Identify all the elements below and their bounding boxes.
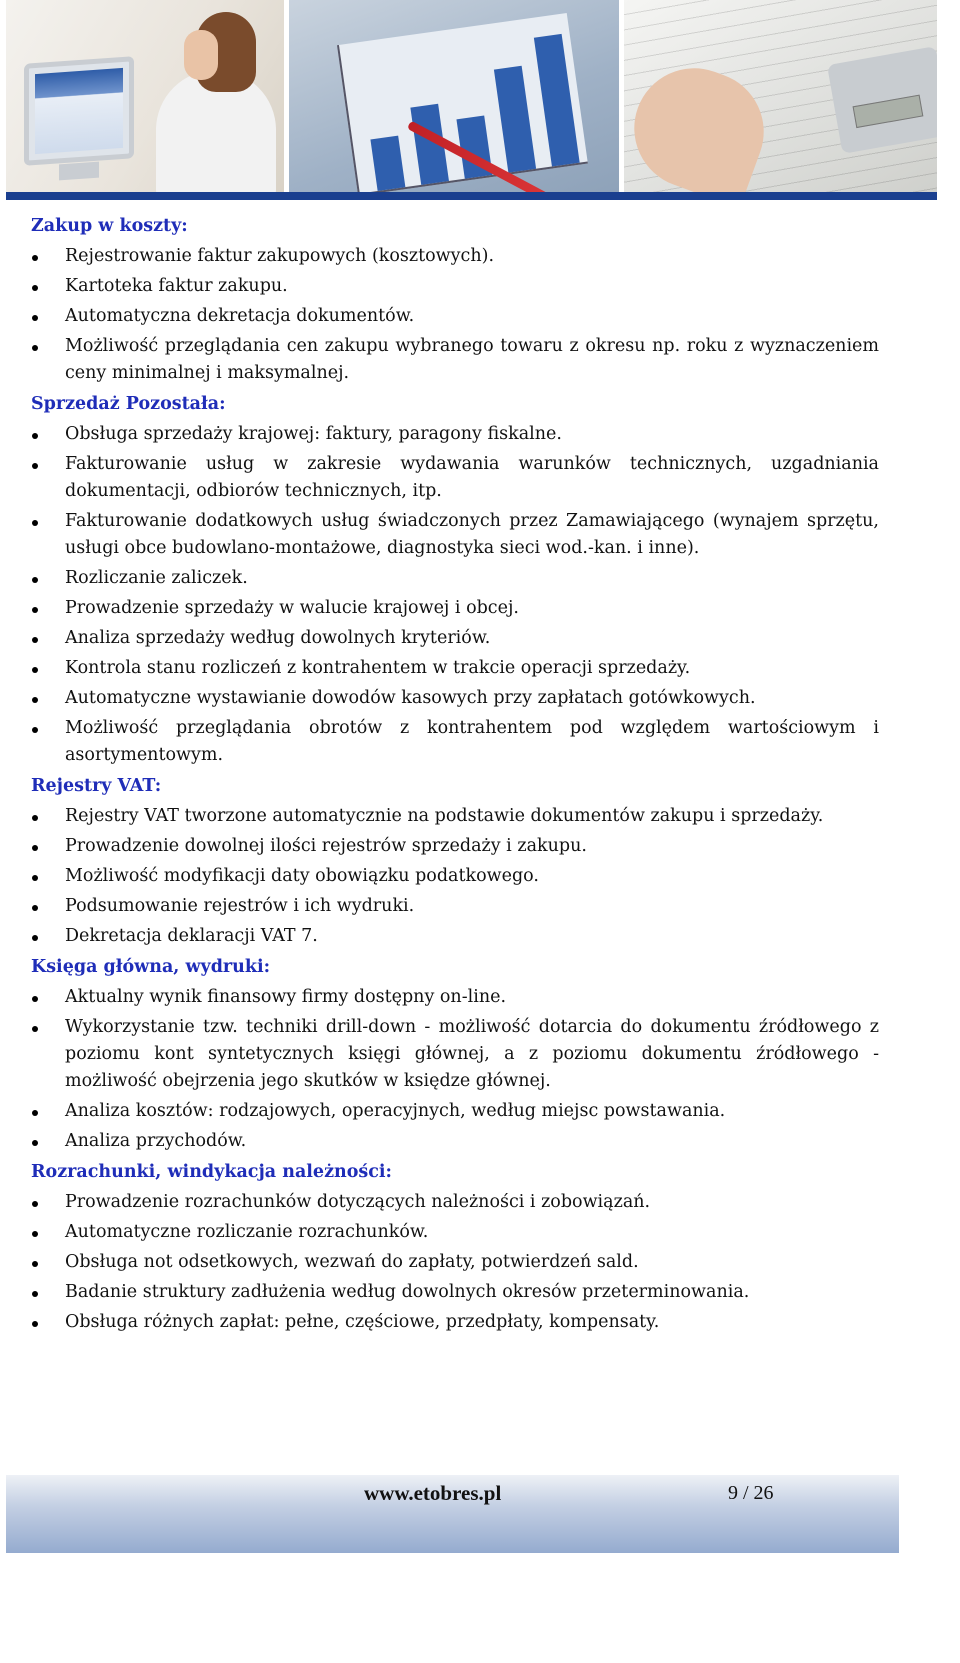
list-item (31, 893, 879, 920)
list-item-text: Automatyczna dekretacja dokumentów. (65, 306, 415, 326)
bullet-icon (32, 845, 38, 851)
list-item (31, 1279, 879, 1306)
list-item-text: Prowadzenie dowolnej ilości rejestrów sprzedaży i zakupu. (65, 836, 587, 856)
list-item (31, 333, 879, 387)
list-item-text: Automatyczne wystawianie dowodów kasowych przy zapłatach gotówkowych. (65, 688, 756, 708)
calculator-image (827, 46, 937, 154)
section-list-zakup (31, 243, 879, 387)
bullet-icon (32, 463, 38, 469)
section-list-sprzedaz (31, 421, 879, 769)
photo-bar (534, 34, 580, 167)
section-heading-ksiega: Księga główna, wydruki: (31, 957, 271, 977)
list-item (31, 984, 879, 1011)
bullet-icon (32, 935, 38, 941)
list-item (31, 923, 879, 950)
list-item-text: Kontrola stanu rozliczeń z kontrahentem w trakcie operacji sprzedaży. (65, 658, 691, 678)
list-item-text: Analiza sprzedaży według dowolnych kryteriów. (65, 628, 491, 648)
bullet-icon (32, 315, 38, 321)
list-item (31, 565, 879, 592)
list-item-text: Badanie struktury zadłużenia według dowolnych okresów przeterminowania. (65, 1282, 750, 1302)
list-item (31, 863, 879, 890)
list-item-text: Obsługa różnych zapłat: pełne, częściowe, przedpłaty, kompensaty. (65, 1312, 660, 1332)
website-link[interactable]: www.etobres.pl (364, 1481, 502, 1505)
bullet-icon (32, 996, 38, 1002)
bullet-icon (32, 637, 38, 643)
list-item (31, 595, 879, 622)
list-item-text: Automatyczne rozliczanie rozrachunków. (65, 1222, 429, 1242)
bar-chart-photo (289, 0, 619, 192)
bullet-icon (32, 345, 38, 351)
bullet-icon (32, 905, 38, 911)
list-item-text: Możliwość przeglądania obrotów z kontrahentem pod względem wartościowym i asortymentowym. (65, 718, 879, 765)
photo-chart-axes (337, 13, 588, 192)
list-item (31, 1014, 879, 1095)
section-heading-sprzedaz: Sprzedaż Pozostała: (31, 394, 226, 414)
calculator-photo (624, 0, 937, 192)
photo-bar-chart (314, 0, 585, 192)
bullet-icon (32, 815, 38, 821)
list-item (31, 803, 879, 830)
bullet-icon (32, 875, 38, 881)
list-item (31, 303, 879, 330)
list-item-text: Możliwość modyfikacji daty obowiązku podatkowego. (65, 866, 539, 886)
list-item-text: Obsługa sprzedaży krajowej: faktury, paragony fiskalne. (65, 424, 562, 444)
list-item-text: Fakturowanie usług w zakresie wydawania warunków technicznych, uzgadniania dokumentacji, odbiorów technicznych, itp. (65, 454, 879, 501)
section-list-rozrachunki (31, 1189, 879, 1336)
bullet-icon (32, 607, 38, 613)
list-item (31, 1128, 879, 1155)
list-item (31, 421, 879, 448)
woman-face (184, 30, 218, 80)
list-item (31, 1249, 879, 1276)
list-item-text: Rejestrowanie faktur zakupowych (kosztowych). (65, 246, 495, 266)
page-number: 9 / 26 (728, 1482, 774, 1504)
bullet-icon (32, 1110, 38, 1116)
list-item (31, 655, 879, 682)
list-item-text: Analiza kosztów: rodzajowych, operacyjnych, według miejsc powstawania. (65, 1101, 726, 1121)
list-item-text: Analiza przychodów. (65, 1131, 247, 1151)
list-item (31, 508, 879, 562)
section-heading-zakup: Zakup w koszty: (31, 216, 188, 236)
list-item-text: Podsumowanie rejestrów i ich wydruki. (65, 896, 415, 916)
section-list-ksiega (31, 984, 879, 1155)
section-heading-vat: Rejestry VAT: (31, 776, 162, 796)
bullet-icon (32, 1201, 38, 1207)
list-item (31, 715, 879, 769)
list-item (31, 1189, 879, 1216)
list-item-text: Aktualny wynik finansowy firmy dostępny on-line. (65, 987, 507, 1007)
bullet-icon (32, 577, 38, 583)
list-item (31, 1309, 879, 1336)
section-heading-rozrachunki: Rozrachunki, windykacja należności: (31, 1162, 393, 1182)
list-item-text: Możliwość przeglądania cen zakupu wybranego towaru z okresu np. roku z wyznaczeniem ceny minimalnej i maksymalnej. (65, 336, 879, 383)
list-item (31, 1219, 879, 1246)
bullet-icon (32, 1321, 38, 1327)
list-item-text: Wykorzystanie tzw. techniki drill-down - możliwość dotarcia do dokumentu źródłowego z poziomu kont syntetycznych księgi głównej, a z poziomu dokumentu źródłowego - możliwość obejrzenia jego skutków w księdze głównej. (65, 1017, 879, 1091)
calculator-display (853, 95, 924, 128)
bullet-icon (32, 1261, 38, 1267)
monitor-image (24, 56, 134, 166)
bullet-icon (32, 255, 38, 261)
bullet-icon (32, 520, 38, 526)
list-item (31, 243, 879, 270)
list-item-text: Rejestry VAT tworzone automatycznie na podstawie dokumentów zakupu i sprzedaży. (65, 806, 824, 826)
document-body (31, 213, 879, 1340)
list-item (31, 685, 879, 712)
list-item-text: Prowadzenie sprzedaży w walucie krajowej i obcej. (65, 598, 519, 618)
list-item (31, 625, 879, 652)
list-item-text: Kartoteka faktur zakupu. (65, 276, 288, 296)
bullet-icon (32, 697, 38, 703)
header-banner (6, 0, 937, 200)
list-item-text: Obsługa not odsetkowych, wezwań do zapłaty, potwierdzeń sald. (65, 1252, 639, 1272)
list-item-text: Prowadzenie rozrachunków dotyczących należności i zobowiązań. (65, 1192, 651, 1212)
list-item (31, 1098, 879, 1125)
photo-bar (370, 136, 405, 191)
section-list-vat (31, 803, 879, 950)
list-item-text: Rozliczanie zaliczek. (65, 568, 248, 588)
bullet-icon (32, 1291, 38, 1297)
bullet-icon (32, 285, 38, 291)
bullet-icon (32, 1026, 38, 1032)
list-item-text: Dekretacja deklaracji VAT 7. (65, 926, 318, 946)
office-woman-photo (6, 0, 284, 192)
list-item (31, 451, 879, 505)
list-item (31, 833, 879, 860)
list-item-text: Fakturowanie dodatkowych usług świadczonych przez Zamawiającego (wynajem sprzętu, usługi obce budowlano-montażowe, diagnostyka sieci wod.-kan. i inne). (65, 511, 879, 558)
bullet-icon (32, 1231, 38, 1237)
photo-bar (494, 66, 536, 173)
list-item (31, 273, 879, 300)
bullet-icon (32, 667, 38, 673)
bullet-icon (32, 1140, 38, 1146)
page-footer (6, 1475, 899, 1553)
bullet-icon (32, 727, 38, 733)
bullet-icon (32, 433, 38, 439)
